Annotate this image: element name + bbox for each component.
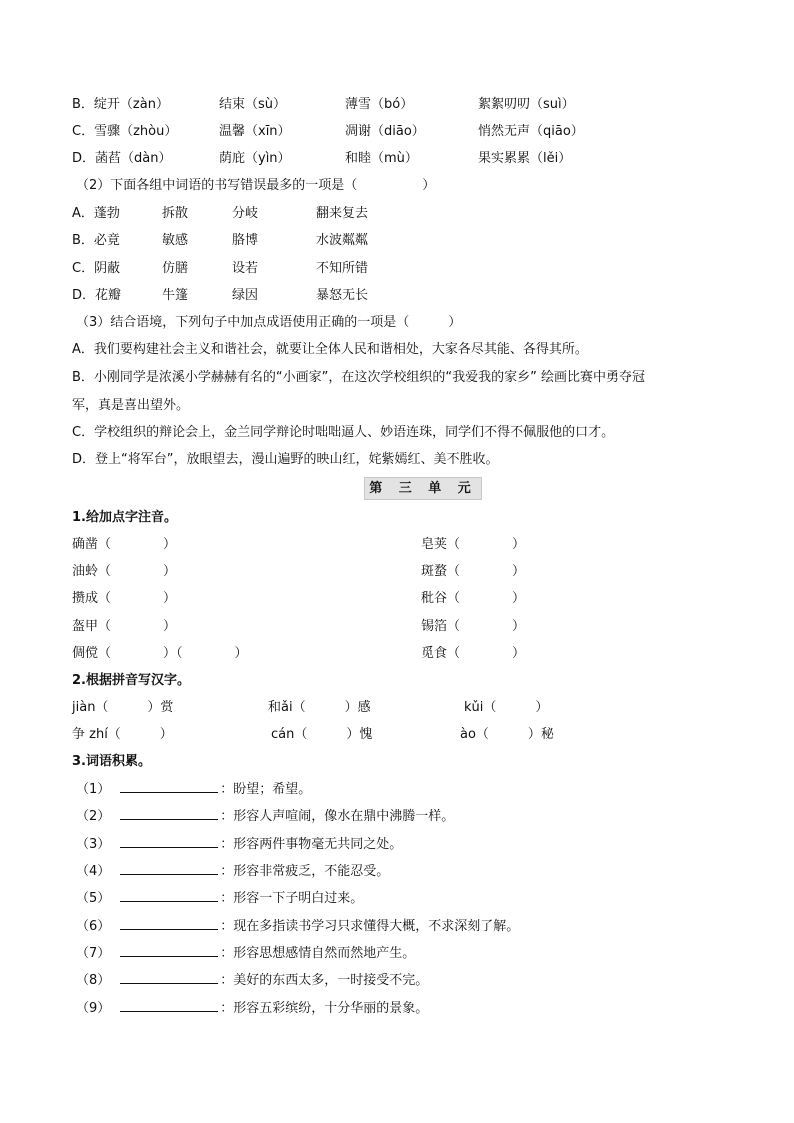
- vocab-item: [76, 835, 402, 854]
- option-cell: C．阴蔽: [72, 261, 121, 276]
- answer-blank[interactable]: [120, 807, 218, 820]
- q3-option-d: D．登上“将军台”，放眼望去，漫山遍野的映山红，姹紫嫣红、美不胜收。: [72, 452, 499, 467]
- option-cell: 温馨（xīn）: [219, 124, 291, 139]
- item-definition: ：盼望；希望。: [220, 782, 312, 797]
- item-number: （3）: [76, 837, 111, 852]
- answer-blank[interactable]: [120, 862, 218, 875]
- item-number: （7）: [76, 946, 111, 961]
- q3-option-c: C．学校组织的辩论会上，金兰同学辩论时咄咄逼人、妙语连珠，同学们不得不佩服他的口才。: [72, 425, 615, 440]
- option-cell: 絮絮叨叨（suì）: [478, 97, 575, 112]
- option-cell: C．雪骤（zhòu）: [72, 124, 178, 139]
- q3-stem: （3）结合语境，下列句子中加点成语使用正确的一项是（ ）: [76, 315, 462, 330]
- pinyin-item: cán（ ）愧: [271, 727, 373, 742]
- option-cell: 薄雪（bó）: [345, 97, 414, 112]
- option-cell: 不知所错: [316, 261, 369, 276]
- answer-blank[interactable]: [120, 999, 218, 1012]
- q3-option-b-line1: B．小刚同学是浓溪小学赫赫有名的“小画家”，在这次学校组织的“我爱我的家乡” 绘画比赛中勇夺冠: [72, 370, 645, 385]
- item-definition: ：形容非常疲乏，不能忍受。: [220, 864, 390, 879]
- vocab-item: [76, 889, 363, 908]
- option-cell: 和睦（mù）: [345, 151, 418, 166]
- option-cell: 牛篷: [162, 288, 189, 303]
- section-3-title: 3.词语积累。: [72, 754, 151, 769]
- item-definition: ：现在多指读书学习只求懂得大概，不求深刻了解。: [220, 919, 520, 934]
- option-cell: 拆散: [162, 206, 189, 221]
- unit-heading: 第 三 单 元: [364, 477, 482, 500]
- item-definition: ：形容思想感情自然而然地产生。: [220, 946, 416, 961]
- option-cell: B．绽开（zàn）: [72, 97, 169, 112]
- option-cell: A．蓬勃: [72, 206, 120, 221]
- s1-left-item: 倜傥（ ）（ ）: [72, 646, 248, 661]
- s1-left-item: 油蛉（ ）: [72, 564, 177, 579]
- s1-left-item: 盔甲（ ）: [72, 619, 177, 634]
- vocab-item: [76, 862, 389, 881]
- item-definition: ：美好的东西太多，一时接受不完。: [220, 973, 429, 988]
- pinyin-item: 争 zhí（ ）: [72, 727, 173, 742]
- q3-option-a: A．我们要构建社会主义和谐社会，就要让全体人民和谐相处，大家各尽其能、各得其所。: [72, 342, 588, 357]
- option-cell: B．必竟: [72, 233, 120, 248]
- pinyin-item: kǔi（ ）: [464, 700, 549, 715]
- pinyin-item: 和ǎi（ ）感: [268, 700, 371, 715]
- option-cell: 凋谢（diāo）: [345, 124, 425, 139]
- s1-left-item: 攒成（ ）: [72, 591, 177, 606]
- vocab-item: [76, 917, 519, 936]
- option-cell: 设若: [232, 261, 259, 276]
- option-cell: 胳博: [232, 233, 259, 248]
- s1-right-item: 觅食（ ）: [421, 646, 526, 661]
- option-cell: 敏感: [162, 233, 189, 248]
- s1-right-item: 锡箔（ ）: [421, 619, 526, 634]
- option-cell: 果实累累（lěi）: [478, 151, 572, 166]
- s1-right-item: 秕谷（ ）: [421, 591, 526, 606]
- answer-blank[interactable]: [120, 917, 218, 930]
- item-definition: ：形容五彩缤纷，十分华丽的景象。: [220, 1001, 429, 1016]
- s1-left-item: 确凿（ ）: [72, 537, 177, 552]
- vocab-item: [76, 807, 454, 826]
- s1-right-item: 斑蝥（ ）: [421, 564, 526, 579]
- vocab-item: [76, 999, 428, 1018]
- section-1-title: 1.给加点字注音。: [72, 510, 177, 525]
- item-number: （8）: [76, 973, 111, 988]
- answer-blank[interactable]: [120, 780, 218, 793]
- pinyin-item: jiàn（ ）赏: [72, 700, 174, 715]
- item-number: （9）: [76, 1001, 111, 1016]
- item-number: （4）: [76, 864, 111, 879]
- item-number: （2）: [76, 809, 111, 824]
- item-definition: ：形容两件事物毫无共同之处。: [220, 837, 403, 852]
- q3-option-b-line2: 军，真是喜出望外。: [72, 398, 190, 413]
- item-number: （5）: [76, 891, 111, 906]
- option-cell: 水波粼粼: [316, 233, 369, 248]
- pinyin-item: ào（ ）秘: [460, 727, 554, 742]
- section-2-title: 2.根据拼音写汉字。: [72, 673, 190, 688]
- option-cell: 分岐: [232, 206, 259, 221]
- option-cell: 仿膳: [162, 261, 189, 276]
- option-cell: 暴怒无长: [316, 288, 369, 303]
- option-cell: 荫庇（yìn）: [219, 151, 291, 166]
- option-cell: 结束（sù）: [219, 97, 287, 112]
- vocab-item: [76, 780, 311, 799]
- option-cell: D．花瓣: [72, 288, 122, 303]
- vocab-item: [76, 971, 428, 990]
- item-number: （1）: [76, 782, 111, 797]
- answer-blank[interactable]: [120, 971, 218, 984]
- answer-blank[interactable]: [120, 889, 218, 902]
- s1-right-item: 皂荚（ ）: [421, 537, 526, 552]
- option-cell: 翻来复去: [316, 206, 369, 221]
- answer-blank[interactable]: [120, 944, 218, 957]
- option-cell: 悄然无声（qiāo）: [478, 124, 584, 139]
- answer-blank[interactable]: [120, 835, 218, 848]
- option-cell: D．菡萏（dàn）: [72, 151, 172, 166]
- item-definition: ：形容一下子明白过来。: [220, 891, 364, 906]
- option-cell: 绿因: [232, 288, 259, 303]
- item-definition: ：形容人声喧闹，像水在鼎中沸腾一样。: [220, 809, 455, 824]
- q2-stem: （2）下面各组中词语的书写错误最多的一项是（ ）: [76, 178, 436, 193]
- vocab-item: [76, 944, 415, 963]
- item-number: （6）: [76, 919, 111, 934]
